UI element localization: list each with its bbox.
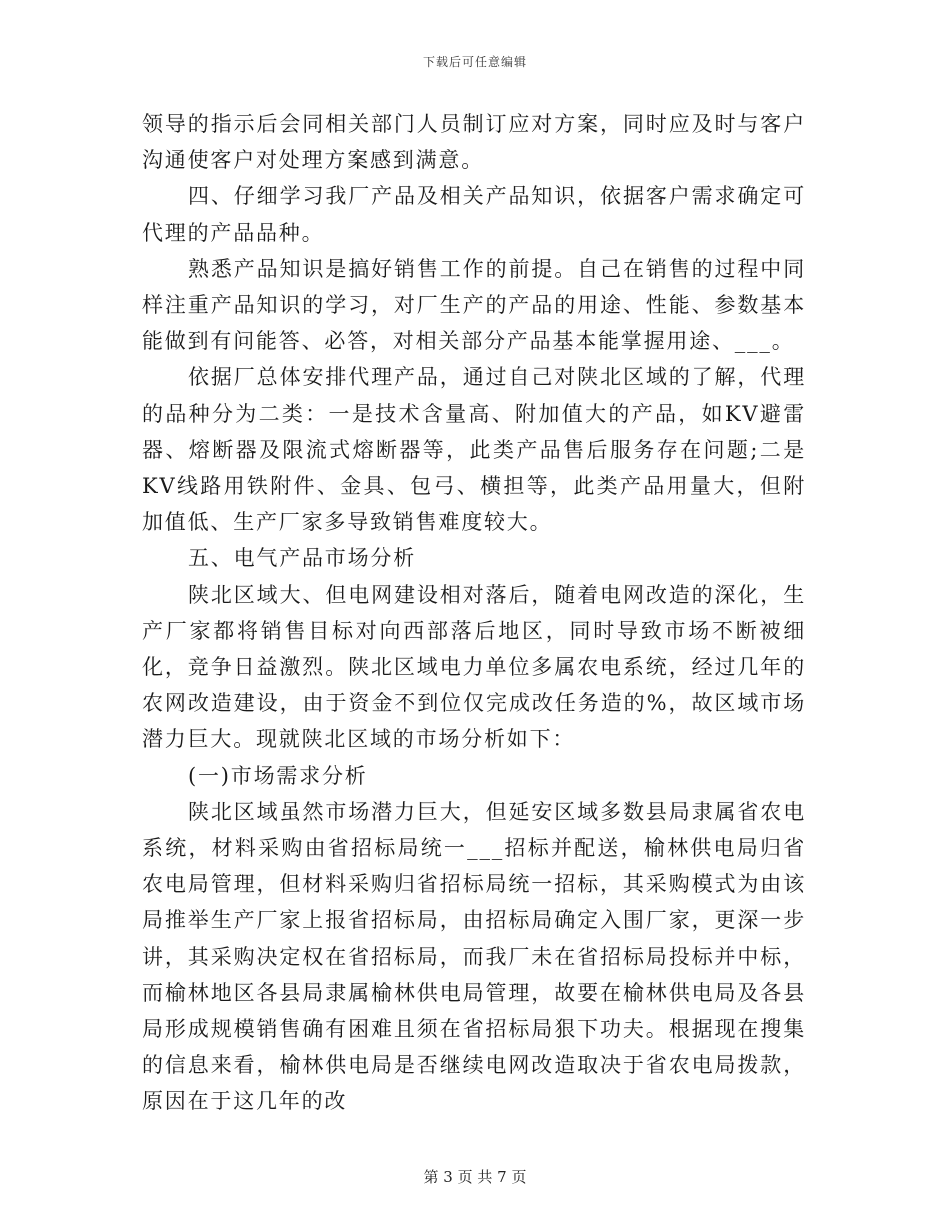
- document-body: [142, 106, 806, 1120]
- section-heading-five: 五、电气产品市场分析: [188, 546, 416, 571]
- page-header-note: 下载后可任意编辑: [422, 55, 527, 69]
- paragraph-market-overview: 陕北区域大、但电网建设相对落后，随着电网改造的深化，生产厂家都将销售目标对向西部落后地区，同时导致市场不断被细化，竞争日益激烈。陕北区域电力单位多属农电系统，经过几年的农网改造建设，由于资金不到位仅完成改任务造的%，故区域市场潜力巨大。现就陕北区域的市场分析如下：: [142, 582, 806, 752]
- subsection-heading-demand: (一)市场需求分析: [188, 763, 368, 788]
- page-number: 第 3 页 共 7 页: [423, 1168, 527, 1186]
- paragraph-demand-analysis: 陕北区域虽然市场潜力巨大，但延安区域多数县局隶属省农电系统，材料采购由省招标局统一___招标并配送，榆林供电局归省农电局管理，但材料采购归省招标局统一招标，其采购模式为由该局推举生产厂家上报省招标局，由招标局确定入围厂家，更深一步讲，其采购决定权在省招标局，而我厂未在省招标局投标并中标，而榆林地区各县局隶属榆林供电局管理，故要在榆林供电局及各县局形成规模销售确有困难且须在省招标局狠下功夫。根据现在搜集的信息来看，榆林供电局是否继续电网改造取决于省农电局拨款，原因在于这几年的改: [142, 799, 806, 1114]
- paragraph-continuation: 领导的指示后会同相关部门人员制订应对方案，同时应及时与客户沟通使客户对处理方案感到满意。: [142, 112, 806, 173]
- paragraph-product-categories: 依据厂总体安排代理产品，通过自己对陕北区域的了解，代理的品种分为二类：一是技术含量高、附加值大的产品，如KV避雷器、熔断器及限流式熔断器等，此类产品售后服务存在问题;二是KV线路用铁附件、金具、包弓、横担等，此类产品用量大，但附加值低、生产厂家多导致销售难度较大。: [142, 365, 806, 535]
- paragraph-product-knowledge: 熟悉产品知识是搞好销售工作的前提。自己在销售的过程中同样注重产品知识的学习，对厂生产的产品的用途、性能、参数基本能做到有问能答、必答，对相关部分产品基本能掌握用途、___。: [142, 256, 806, 354]
- section-heading-four: 四、仔细学习我厂产品及相关产品知识，依据客户需求确定可代理的产品品种。: [142, 184, 806, 245]
